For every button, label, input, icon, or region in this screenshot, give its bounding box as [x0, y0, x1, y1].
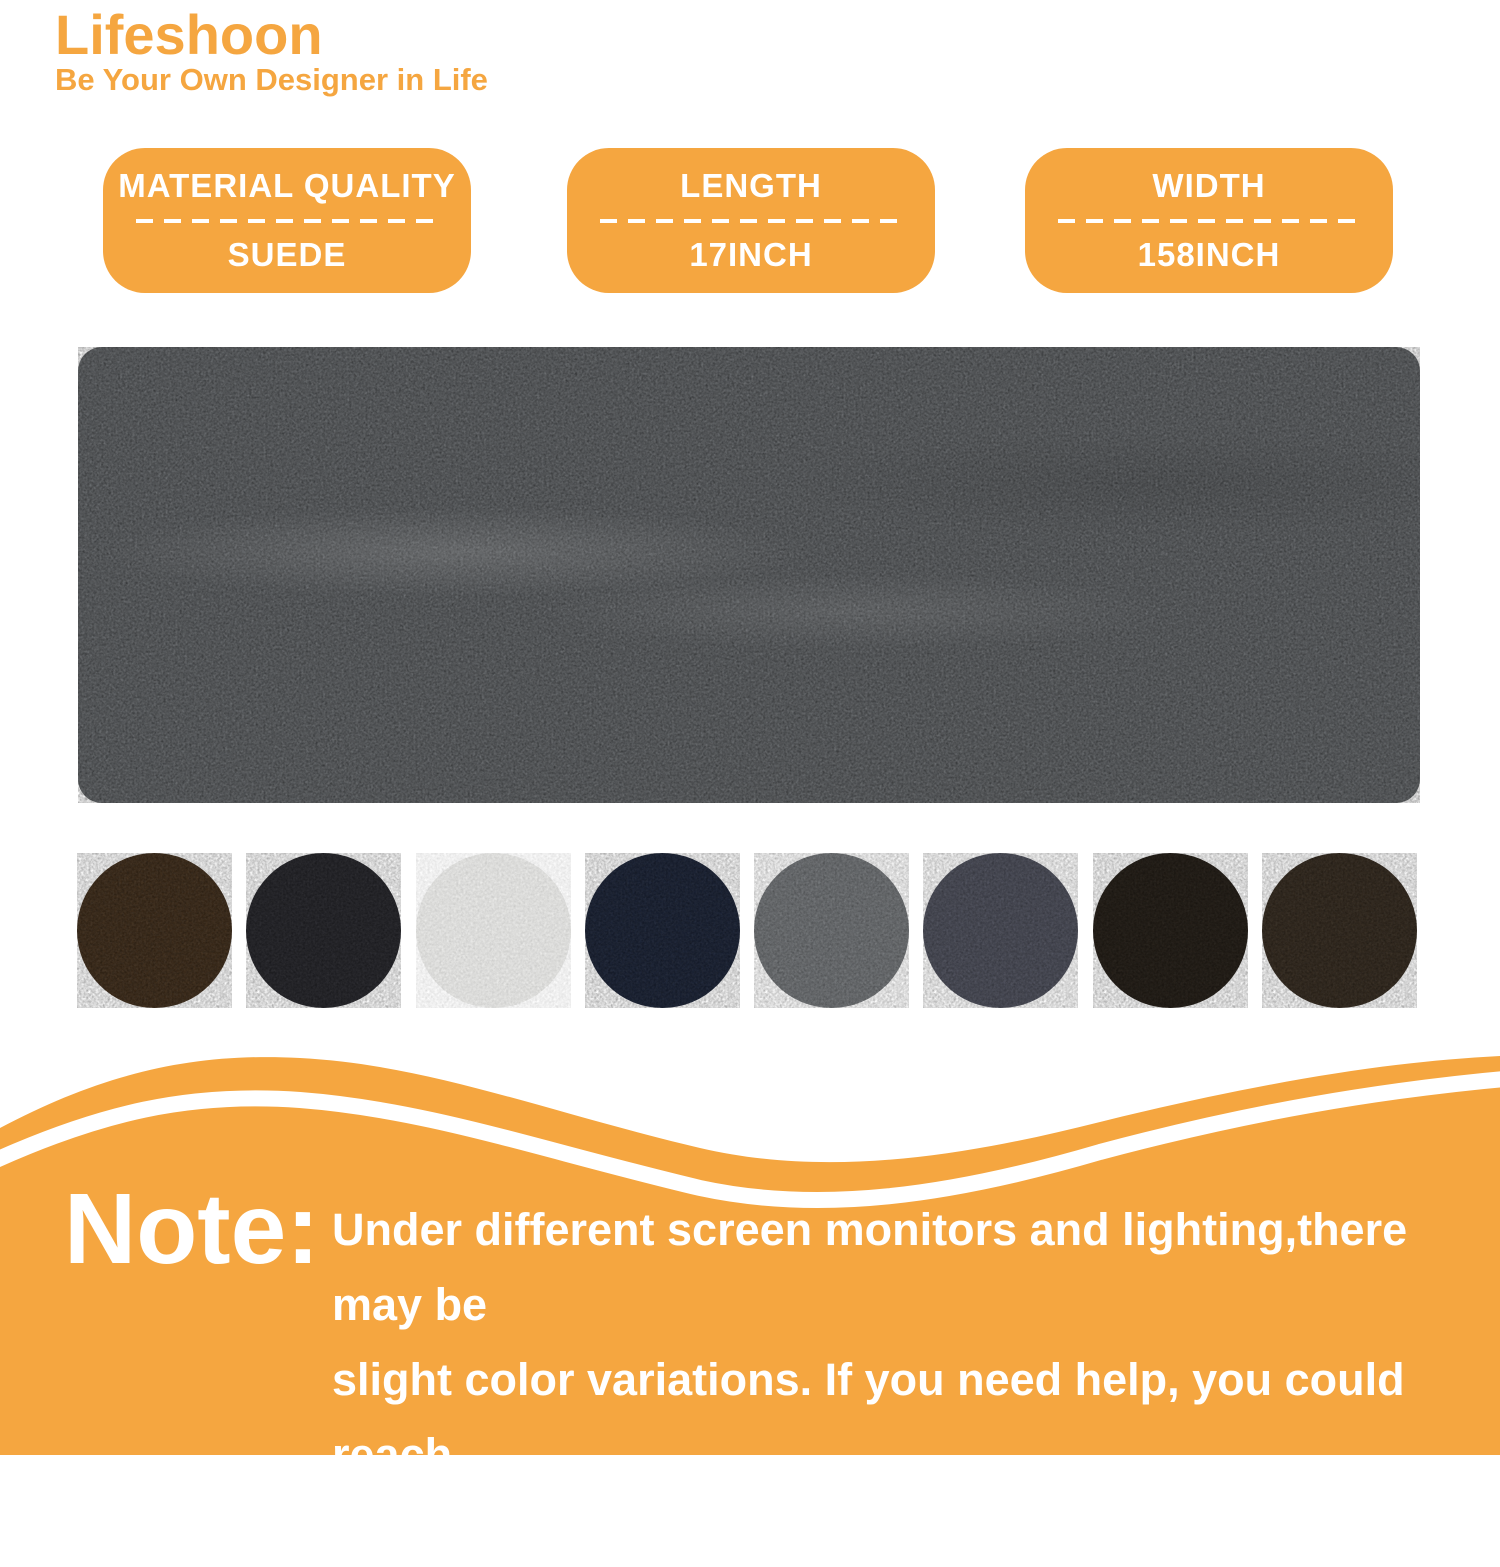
badge-value: 17INCH [689, 235, 813, 273]
color-swatch-white [416, 853, 571, 1008]
note-text-line: slight color variations. If you need help, you could reach [332, 1354, 1405, 1480]
badge-label: WIDTH [1152, 167, 1266, 205]
note-heading: Note: [64, 1173, 320, 1285]
fabric-swatch-image [78, 347, 1420, 803]
badge-dashed-divider [136, 219, 438, 223]
badge-dashed-divider [1058, 219, 1360, 223]
color-swatch-black [246, 853, 401, 1008]
color-swatch-dark-coffee [1262, 853, 1417, 1008]
fabric-sheen [78, 347, 1420, 803]
color-swatch-row [77, 853, 1417, 1009]
color-swatch-navy [585, 853, 740, 1008]
brand-logo-text: Lifeshoon [55, 3, 323, 66]
spec-badge-width [1025, 148, 1393, 293]
note-text-line: out to us at anytime. [332, 1504, 770, 1555]
badge-value: SUEDE [227, 235, 347, 273]
badge-label: MATERIAL QUALITY [118, 167, 456, 205]
color-swatch-charcoal [923, 853, 1078, 1008]
badge-dashed-divider [600, 219, 902, 223]
badge-value: 158INCH [1137, 235, 1281, 273]
spec-badge-material-quality [103, 148, 471, 293]
brand-tagline: Be Your Own Designer in Life [55, 62, 488, 97]
color-swatch-dark-brown [77, 853, 232, 1008]
note-text-line: Under different screen monitors and lighting,there may be [332, 1204, 1408, 1330]
badge-label: LENGTH [680, 167, 822, 205]
spec-badge-length [567, 148, 935, 293]
note-text [332, 1192, 1500, 1567]
color-swatch-black-brown [1093, 853, 1248, 1008]
color-swatch-gray [754, 853, 909, 1008]
